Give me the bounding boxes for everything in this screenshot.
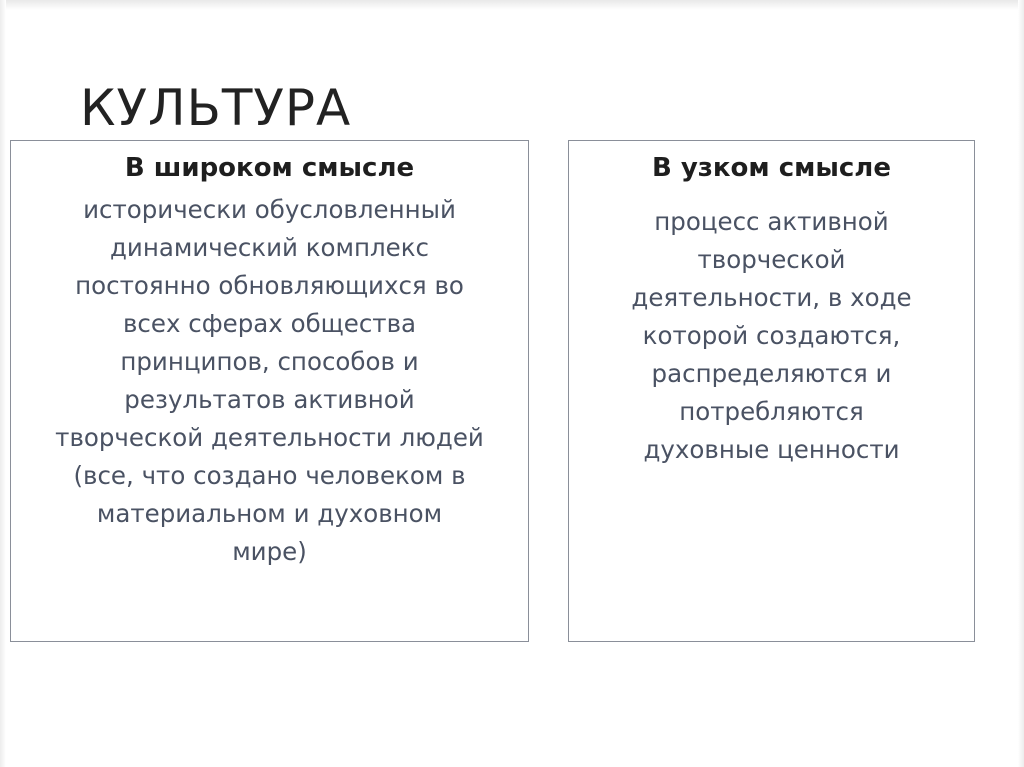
definition-line: результатов активной (124, 385, 415, 414)
definition-line: деятельности, в ходе (631, 283, 912, 312)
narrow-sense-box (568, 140, 975, 642)
definition-line: постоянно обновляющихся во (75, 271, 464, 300)
definition-line: принципов, способов и (120, 347, 419, 376)
definition-line: (все, что создано человеком в (73, 461, 466, 490)
definition-line: процесс активной (654, 207, 889, 236)
definition-line: творческой деятельности людей (55, 423, 484, 452)
definition-line: материальном и духовном (96, 499, 443, 528)
broad-sense-box (10, 140, 529, 642)
slide-edge-shadow-top (0, 0, 1024, 10)
definition-line: распределяются и (651, 359, 892, 388)
definition-line: творческой (697, 245, 846, 274)
slide-edge-shadow-right (1018, 0, 1024, 767)
definition-line: мире) (232, 537, 307, 566)
narrow-sense-definition (569, 203, 974, 469)
definition-line: потребляются (679, 397, 864, 426)
definition-line: исторически обусловленный (83, 195, 456, 224)
definition-line: духовные ценности (643, 435, 900, 464)
broad-sense-definition (11, 191, 528, 571)
slide-edge-shadow-left (0, 0, 6, 767)
narrow-sense-heading: В узком смысле (651, 153, 891, 183)
broad-sense-heading: В широком смысле (124, 153, 415, 183)
slide-title: КУЛЬТУРА (80, 79, 352, 137)
definition-line: динамический комплекс (109, 233, 430, 262)
definition-line: всех сферах общества (122, 309, 417, 338)
definition-line: которой создаются, (642, 321, 901, 350)
